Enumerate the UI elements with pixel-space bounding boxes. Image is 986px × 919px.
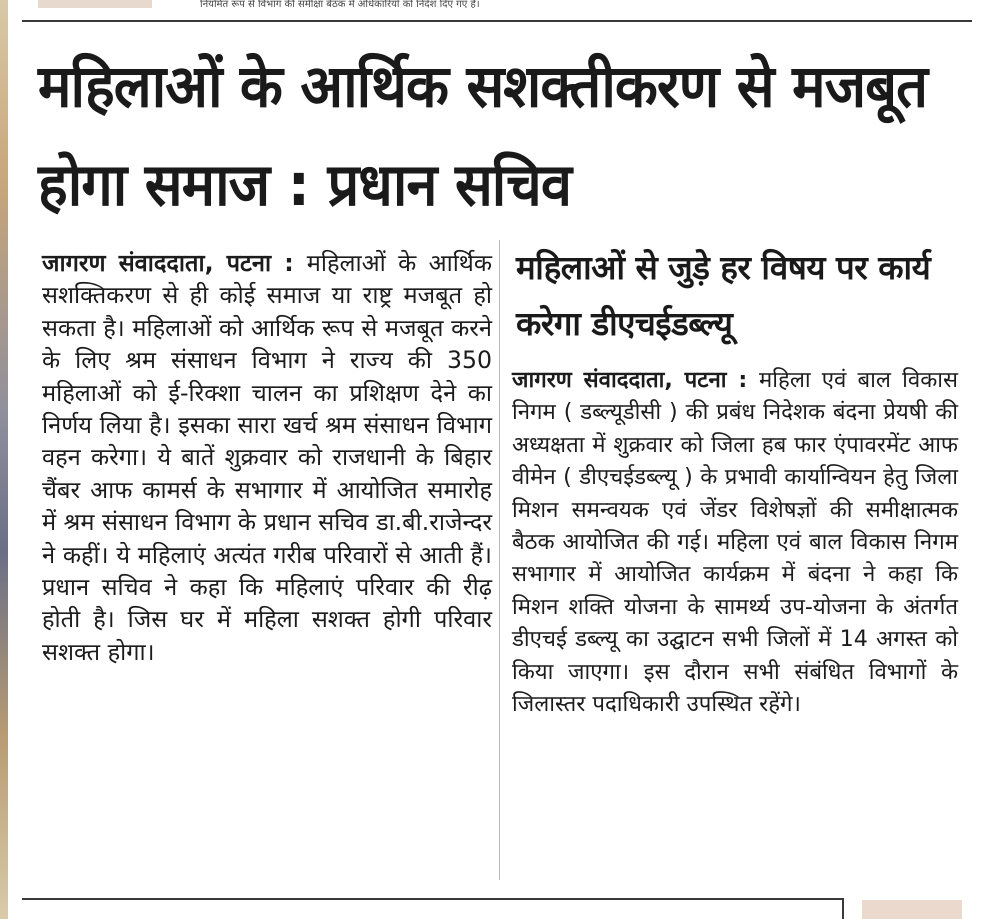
right-story-body: महिला एवं बाल विकास निगम ( डब्ल्यूडीसी ) की प्रबंध निदेशक बंदना प्रेयषी की अध्यक्षता में शुक्रवार को जिला हब फार एंपावरमेंट आफ वीमेन ( डीएचईडब्ल्यू ) के प्रभावी कार्यान्वियन हेतु जिला मिशन समन्वयक एवं जेंडर विशेषज्ञों की समीक्षात्मक बैठक आयोजित की गई। महिला एवं बाल विकास निगम सभागार में आयोजित कार्यक्रम में बंदना ने कहा कि मिशन शक्ति योजना के सामर्थ्य उप-योजना के अंतर्गत डीएचई डब्ल्यू का उद्घाटन सभी जिलों में 14 अगस्त को किया जाएगा। इस दौरान सभी संबंधित विभागों के जिलास्तर पदाधिकारी उपस्थित रहेंगे।: [512, 367, 958, 718]
right-story-subhead: महिलाओं से जुड़े हर विषय पर कार्य करेगा डीएचईडब्ल्यू: [516, 248, 931, 343]
right-story-dateline: जागरण संवाददाता, पटना :: [512, 367, 760, 393]
bottom-border-corner: [842, 898, 844, 919]
left-story-body: महिलाओं के आर्थिक सशक्तिकरण से ही कोई समाज या राष्ट्र मजबूत हो सकता है। महिलाओं को आर्थिक रूप से मजबूत करने के लिए श्रम संसाधन विभाग ने राज्य की 350 महिलाओं को ई-रिक्शा चालन का प्रशिक्षण देने का निर्णय लिया है। इसका सारा खर्च श्रम संसाधन विभाग वहन करेगा। ये बातें शुक्रवार को राजधानी के बिहार चैंबर आफ कामर्स के सभागार में आयोजित समारोह में श्रम संसाधन विभाग के प्रधान सचिव डा.बी.राजेन्दर ने कहीं। ये महिलाएं अत्यंत गरीब परिवारों से आती हैं। प्रधान सचिव ने कहा कि महिलाएं परिवार की रीढ़ होती है। जिस घर में महिला सशक्त होगी परिवार सशक्त होगा।: [42, 249, 492, 666]
left-story: [42, 247, 492, 668]
bottom-border-rule: [22, 898, 844, 900]
previous-story-snippet: नियमित रूप से विभाग की समीक्षा बैठक में अधिकारियों को निर्देश दिए गए हैं।: [200, 0, 480, 8]
left-story-dateline: जागरण संवाददाता, पटना :: [42, 249, 307, 277]
headline: महिलाओं के आर्थिक सशक्तीकरण से मजबूत होगा समाज : प्रधान सचिव: [38, 52, 928, 220]
top-border-rule: [22, 20, 972, 22]
adjacent-clipping-tab: [38, 0, 152, 8]
right-story: [512, 364, 958, 720]
page-edge-strip: [0, 0, 8, 919]
column-divider: [499, 240, 500, 880]
adjacent-clipping-tab-bottom: [862, 900, 962, 919]
